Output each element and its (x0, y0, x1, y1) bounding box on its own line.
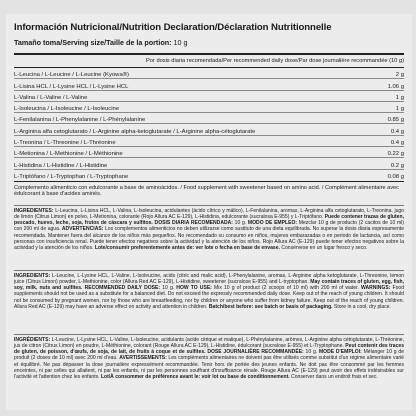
nutrient-row (14, 136, 404, 147)
nutrient-row (14, 68, 404, 79)
fr-ingredients: L-Leucine, L-Lysine HCL, L-Valine, L-Isoleucine, acidulants (acide citrique et malique), L-Phénylalanine, arômes, L-Arginine alpha cétoglutarate, L-Thréonine, jus de citron (Citrus Limon) en poudre, L-Méthionine, colorant (Rouge Allura AC E-129), L-Histidine, édulcorant (sucralose E-955) et L-Tryptophane. (14, 337, 405, 350)
serving-size-value: 10 g (173, 38, 188, 47)
nutrient-row (14, 170, 404, 181)
divider-bottom (14, 181, 404, 182)
fr-use: Mélanger 10 g de produit (2 doses de 10 ml) avec 200 ml d'eau. (14, 349, 405, 362)
dose-column-header: Por dosis diaria recomendada/Per recommended daily dose/Par dose journalière recommandée (10 g) (146, 58, 404, 64)
es-dose: 10 g. (234, 220, 247, 227)
nutrient-row (14, 158, 404, 169)
nutrient-amount: 0.85 g (387, 117, 404, 124)
es-dose-label: DOSIS DIARIA RECOMENDADA: (154, 220, 233, 227)
fr-ingredients-label: INGRÉDIENTS: (14, 337, 51, 343)
nutrient-row (14, 147, 404, 158)
nutrient-row (14, 79, 404, 90)
es-warnings-label: ADVERTENCIAS: (61, 226, 104, 233)
en-warnings-label: WARNINGS: (360, 285, 391, 292)
serving-size (14, 38, 188, 47)
nutrient-row (14, 125, 404, 136)
nutrient-name: L-Treonina / L-Threonine / L-Thréonine (14, 140, 116, 147)
nutrient-name: L-Metionina / L-Methionine / L-Méthionine (14, 151, 123, 158)
french-text (14, 337, 404, 380)
nutrient-name: L-Valina / L-Valine / L-Valine (14, 94, 88, 101)
nutrient-amount: 0.22 g (387, 151, 404, 158)
es-ingredients: L-Leucina, L-Lisina HCL, L-Valina, L-Isoleucina, acidulantes (ácido cítrico y málico), L-Fenilalanina, aromas, L-Arginina alfa cetoglutarato, L-Treonina, jugo de limón (Citrus Limon) en polvo, L-Metionina, colorante (Rojo Allura AC E-129), L-Histidina, edulcorante (sucralosa E-955) y L-Triptófano. (14, 208, 404, 221)
nutrient-amount: 0.08 g (387, 173, 404, 180)
fr-dose: 10 g. (305, 349, 318, 356)
english-text (14, 273, 404, 310)
en-batch: Batch/best before: see batch or basis of packaging. (208, 303, 333, 310)
fr-batch: Lot/À consommer de préférence avant le: voir lot ou base de conditionnement. (100, 373, 290, 380)
nutrient-name: L-Lisina HCL / L-Lysine HCL / L-Lysine HCL (14, 83, 129, 90)
en-ingredients-label: INGREDIENTS: (14, 273, 51, 279)
nutrition-title: Información Nutricional/Nutrition Declaration/Déclaration Nutritionnelle (14, 22, 332, 33)
es-use-label: MODO DE EMPLEO: (247, 220, 298, 227)
en-storage: Store in a cool, dry place. (333, 303, 391, 310)
nutrient-name: L-Triptófano / L-Tryptophan / L-Tryptophane (14, 173, 129, 180)
table-footnote: Complemento alimenticio con edulcorante a base de aminoácidos. / Food supplement with sweetener based on amino acid. / Complément alimentaire avec édulcorant à base d'acides aminés. (14, 185, 399, 198)
spanish-text (14, 208, 404, 251)
nutrient-amount: 0.2 g (390, 162, 404, 169)
en-use-label: HOW TO USE: (176, 285, 212, 292)
nutrient-amount: 2 g (395, 72, 404, 79)
serving-size-label: Tamaño toma/Serving size/Taille de la portion: (14, 38, 172, 47)
nutrient-name: L-Arginina alfa cetoglutarato / L-Arginine alpha-ketoglutarate / L-Arginine alpha-cétoglutarate (14, 128, 256, 135)
nutrient-amount: 1.06 g (387, 83, 404, 90)
en-dose-label: RECOMMENDED DAILY DOSE: (84, 285, 161, 292)
nutrient-name: L-Isoleucina / L-Isoleucine / L-Isoleucine (14, 106, 120, 113)
es-storage: Consérvese en un lugar fresco y seco. (281, 244, 368, 251)
fr-dose-label: DOSE JOURNALIÈRE RECOMMANDÉE: (207, 349, 304, 356)
nutrient-row (14, 102, 404, 113)
nutrient-row (14, 91, 404, 102)
nutrient-name: L-Fenilalanina / L-Phenylalanine / L-Phénylalanine (14, 117, 146, 124)
en-ingredients: L-Leucine, L-Lysine HCL, L-Valine, L-Isoleucine, acids (citric and malic acid), L-Phenylalanine, aromas, L-Arginine alpha ketoglutarate, L-Threonine, lemon juice (Citrus Limon) powder, L-Methionine, color (Allura Red AC E-129), L-Histidine, sweetener (sucralose E-955) and L-tryptophan. (14, 273, 404, 286)
nutrient-name: L-Histidina / L-Histidine / L-Histidine (14, 162, 108, 169)
en-use: Mix 10 g of product (2 scoops of 10 ml) with 200 ml of water. (214, 285, 359, 292)
divider-footnote (14, 205, 404, 206)
en-traces: May contain traces of gluten, egg, fish, soy, milk, nuts and sulfites. (14, 279, 404, 292)
en-warnings: Food supplements should not be used as a substitute for a balanced diet. Do not exceed the expressly recommended daily dose. Keep out of the reach of young children. It should not be consumed by pregnant women, nor by those who are breastfeeding, nor by children or anyone who suffer from kidney failure. Keep out of the reach of young children. Allura Red AC (E-129) may have an adverse effect on activity and attention in children. (14, 285, 405, 310)
es-traces: Puede contener trazas de gluten, pescado, huevo, leche, soja, frutos de cáscara y sulfitos. (14, 214, 404, 227)
nutrient-name: L-Leucina / L-Leucine / L-Leucine (Kyowa®) (14, 72, 130, 79)
nutrient-amount: 0.4 g (390, 128, 404, 135)
divider-top (14, 53, 404, 55)
es-ingredients-label: INGREDIENTES: (14, 208, 54, 214)
fr-traces: Peut contenir des traces de gluten, de poisson, d'œufs, de soja, de lait, de fruits à coque et de sulfites. (14, 343, 404, 356)
fr-warnings-label: AVERTISSEMENTS: (119, 355, 167, 362)
divider-es (14, 270, 404, 271)
es-use: Mezclar 10 g de producto (2 cacitos de 10 ml) con 200 ml de agua. (14, 220, 404, 233)
nutrient-amount: 1 g (395, 106, 404, 113)
es-batch: Lote/consumir preferentemente antes de: ver lote o fecha en base de envase. (94, 244, 280, 251)
en-dose: 10 g. (162, 285, 175, 292)
divider-en (14, 334, 404, 335)
nutrient-amount: 0.4 g (390, 140, 404, 147)
nutrient-amount: 1 g (395, 94, 404, 101)
fr-use-label: MODE D'EMPLOI: (318, 349, 362, 356)
fr-warnings: Les compléments alimentaires ne doivent pas être utilisés comme substitut d'un régime alimentaire varié et équilibré. Ne pas dépasser la dose journalière expressément recommandée. Tenir hors de portée des jeunes enfants. Ne doit pas être consommé par les femmes enceintes, ni par celles qui allaitent, ni par les enfants, ni par les personnes souffrant d'insuffisance rénale. Rouge Allura AC (E-129) peut avoir des effets indésirables sur l'activité et l'attention chez les enfants. (14, 355, 404, 380)
es-warnings: Los complementos alimenticios no deben utilizarse como sustituto de una dieta equilibrada. No superar la dosis diaria expresamente recomendada. Mantener fuera del alcance de los niños más pequeños. No recomendado su consumo en niños, mujeres embarazadas o en periodo de lactancia, así como personas con insuficiencia renal. Puede tener efectos negativos sobre la actividad y la atención de los niños. Rojo Allura AC (E-129) puede tener efectos negativos sobre la actividad y la atención de los niños. (14, 226, 405, 251)
nutrient-row (14, 113, 404, 124)
fr-storage: Conserver dans un endroit frais et sec. (291, 373, 378, 380)
